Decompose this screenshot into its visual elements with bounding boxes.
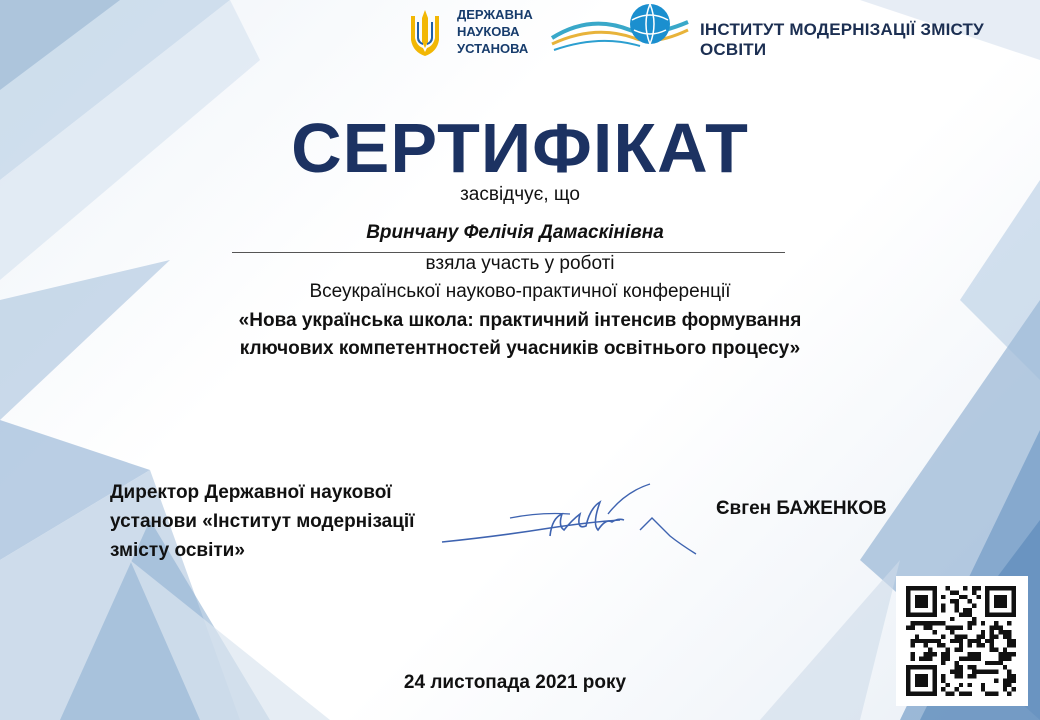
qr-code-image xyxy=(906,586,1016,696)
state-institution-text xyxy=(457,6,533,57)
recipient-name: Вринчану Фелічія Дамаскінівна xyxy=(366,222,664,243)
header-logos xyxy=(400,0,1040,70)
event-title-line2: ключових компетентностей учасників освітнього процесу» xyxy=(239,338,801,359)
position-line: Директор Державної наукової xyxy=(110,482,392,503)
trident-icon xyxy=(405,8,445,58)
issue-date: 24 листопада 2021 року xyxy=(403,672,627,693)
director-position xyxy=(110,478,470,565)
state-line: УСТАНОВА xyxy=(457,41,529,56)
position-line: змісту освіти» xyxy=(110,540,245,561)
position-line: установи «Інститут модернізації xyxy=(110,511,415,532)
director-name: Євген БАЖЕНКОВ xyxy=(716,498,887,519)
certifies-text: засвідчує, що xyxy=(460,184,580,205)
state-line: ДЕРЖАВНА xyxy=(457,7,533,22)
event-title-line1: «Нова українська школа: практичний інтенсив формування xyxy=(238,310,802,331)
state-line: НАУКОВА xyxy=(457,24,520,39)
globe-logo-icon xyxy=(550,2,690,62)
event-type: Всеукраїнської науково-практичної конференції xyxy=(309,281,731,302)
institute-name: ІНСТИТУТ МОДЕРНІЗАЦІЇ ЗМІСТУ ОСВІТИ xyxy=(700,20,984,59)
signature-image xyxy=(440,478,710,568)
participation-text: взяла участь у роботі xyxy=(425,253,615,274)
certificate-title: СЕРТИФІКАТ xyxy=(291,109,749,187)
qr-code[interactable] xyxy=(896,576,1028,706)
